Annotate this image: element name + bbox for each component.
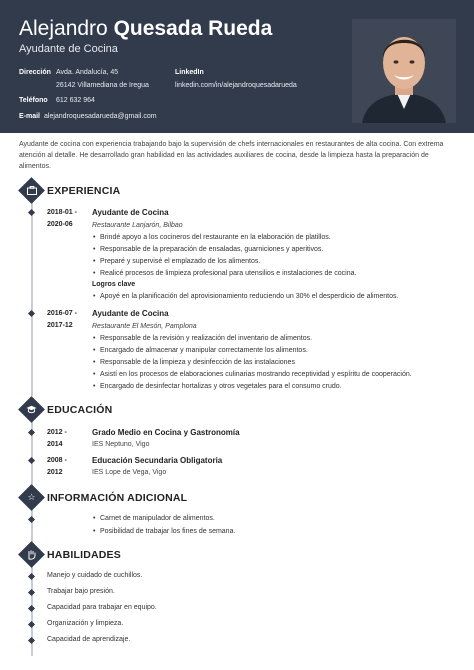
education-heading: EDUCACIÓN <box>47 404 113 416</box>
edu2-date-end: 2012 <box>47 469 63 476</box>
experience-heading: EXPERIENCIA <box>47 185 121 197</box>
phone-label: Teléfono <box>19 97 48 104</box>
job1-role: Ayudante de Cocina <box>92 208 169 217</box>
linkedin-label: LinkedIn <box>175 69 204 76</box>
edu2-date-start: 2008 - <box>47 457 67 464</box>
timeline-dot <box>28 516 35 523</box>
job2-company: Restaurante El Mesón, Pamplona <box>92 323 197 330</box>
job2-bullet: • Responsable de la limpieza y desinfección de las instalaciones <box>100 359 295 366</box>
profile-photo <box>352 19 456 123</box>
timeline-dot <box>28 209 35 216</box>
additional-item: • Posibilidad de trabajar los fines de semana. <box>100 528 235 535</box>
job1-date-start: 2018-01 - <box>47 209 77 216</box>
job2-bullet: • Responsable de la revisión y realización del inventario de alimentos. <box>100 335 312 342</box>
job2-bullet: • Encargado de almacenar y manipular correctamente los alimentos. <box>100 347 308 354</box>
job1-bullet: • Responsable de la preparación de ensaladas, guarniciones y aperitivos. <box>100 246 323 253</box>
skill-item: Trabajar bajo presión. <box>47 588 115 595</box>
timeline-dot <box>28 573 35 580</box>
job1-date-end: 2020-06 <box>47 221 73 228</box>
address-label: Dirección <box>19 69 51 76</box>
last-name: Quesada Rueda <box>113 17 273 40</box>
timeline-dot <box>28 589 35 596</box>
graduation-cap-icon <box>22 400 41 419</box>
timeline-line-education <box>31 415 33 489</box>
skill-item: Capacidad para trabajar en equipo. <box>47 604 157 611</box>
job2-role: Ayudante de Cocina <box>92 309 169 318</box>
job1-bullet: • Preparé y supervisé el emplazado de los alimentos. <box>100 258 260 265</box>
job2-bullet: • Encargado de desinfectar hortalizas y otros vegetales para el consumo crudo. <box>100 383 342 390</box>
timeline-dot <box>28 637 35 644</box>
edu1-date-end: 2014 <box>47 441 63 448</box>
skill-item: Capacidad de aprendizaje. <box>47 636 131 643</box>
job-title: Ayudante de Cocina <box>19 43 118 55</box>
skill-item: Organización y limpieza. <box>47 620 124 627</box>
edu1-school: IES Neptuno, Vigo <box>92 441 150 448</box>
job1-bullet: • Brindé apoyo a los cocineros del restaurante en la elaboración de platillos. <box>100 234 331 241</box>
candidate-name <box>19 16 272 42</box>
job1-bullet: • Realicé procesos de limpieza profesional para utensilios e instalaciones de cocina. <box>100 270 356 277</box>
skills-heading: HABILIDADES <box>47 549 121 561</box>
phone-value: 612 632 964 <box>56 97 95 104</box>
job2-date-end: 2017-12 <box>47 322 73 329</box>
timeline-line-experience <box>31 196 33 396</box>
address-line2: 26142 Villamediana de Iregua <box>56 82 149 89</box>
first-name: Alejandro <box>19 17 108 40</box>
skill-item: Manejo y cuidado de cuchillos. <box>47 572 143 579</box>
timeline-dot <box>28 429 35 436</box>
additional-item: • Carnet de manipulador de alimentos. <box>100 515 215 522</box>
job1-company: Restaurante Lanjarón, Bilbao <box>92 222 183 229</box>
job1-achievements-label: Logros clave <box>92 281 136 288</box>
timeline-dot <box>28 457 35 464</box>
resume-header <box>0 0 474 133</box>
timeline-dot <box>28 310 35 317</box>
star-icon: ☆ <box>27 492 36 502</box>
hand-icon <box>22 545 41 564</box>
edu1-date-start: 2012 - <box>47 429 67 436</box>
email-label: E-mail <box>19 113 41 120</box>
timeline-dot <box>28 621 35 628</box>
timeline-dot <box>28 605 35 612</box>
edu1-degree: Grado Medio en Cocina y Gastronomía <box>92 428 240 437</box>
job2-bullet: • Asistí en los procesos de elaboraciones culinarias mostrando receptividad y espíritu de cooperación. <box>100 371 412 378</box>
profile-summary: Ayudante de cocina con experiencia trabajando bajo la supervisión de chefs internacionales en restaurantes de alta cocina. Con extrema atención al detalle. He desarrollado gran habilidad en las actividades auxiliares de cocina, desde la limpieza hasta la preparación de alimentos. <box>19 141 444 170</box>
additional-heading: INFORMACIÓN ADICIONAL <box>47 492 188 504</box>
email-link[interactable]: alejandroquesadarueda@gmail.com <box>44 113 157 120</box>
job1-achievement: • Apoyé en la planificación del aprovisionamiento reduciendo un 30% el desperdicio de alimentos. <box>100 293 398 300</box>
linkedin-link[interactable]: linkedin.com/in/alejandroquesadarueda <box>175 82 297 89</box>
job2-date-start: 2016-07 - <box>47 310 77 317</box>
address-line1: Avda. Andalucía, 45 <box>56 69 119 76</box>
edu2-school: IES Lope de Vega, Vigo <box>92 469 167 476</box>
briefcase-icon <box>22 181 41 200</box>
edu2-degree: Educación Secundaria Obligatoria <box>92 456 223 465</box>
